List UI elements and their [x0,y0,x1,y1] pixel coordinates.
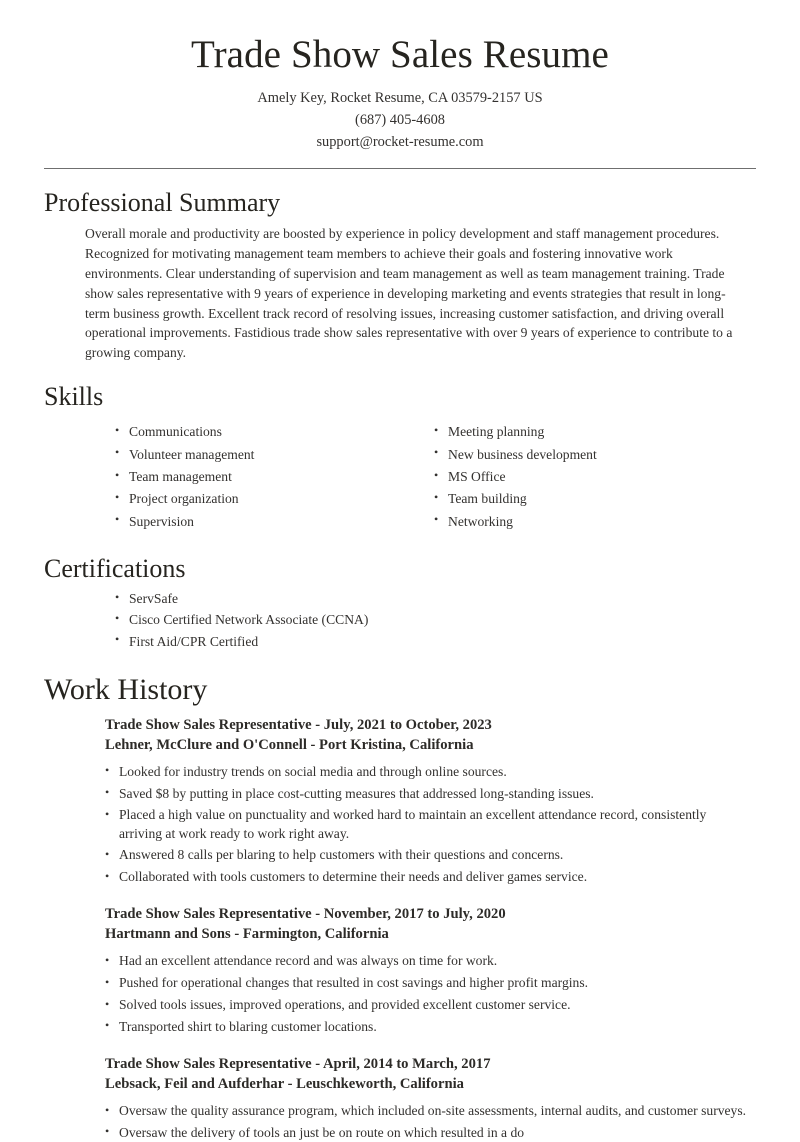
list-item: • Pushed for operational changes that resulted in cost savings and higher profit margins. [105,974,748,992]
section-heading-summary: Professional Summary [44,187,281,217]
list-item: • Team building [434,490,739,508]
list-item: • Cisco Certified Network Associate (CCNA) [115,611,756,629]
job-entry [105,716,756,887]
list-item: • Communications [115,423,420,441]
list-item: • ServSafe [115,590,756,608]
list-item: • Saved $8 by putting in place cost-cutting measures that addressed long-standing issues. [105,785,748,803]
list-item: • Solved tools issues, improved operations, and provided excellent customer service. [105,996,748,1014]
skills-columns [44,418,756,534]
list-item: • Volunteer management [115,446,420,464]
list-item: • Project organization [115,490,420,508]
resume-header [44,0,756,153]
section-work-history [44,672,756,1142]
list-item: • Meeting planning [434,423,739,441]
job-entry [105,1055,756,1142]
job-title: Trade Show Sales Representative - November, 2017 to July, 2020 [105,906,506,923]
contact-email: support@rocket-resume.com [316,133,484,150]
job-bullet-list [105,952,756,1036]
list-item: • Oversaw the delivery of tools an just be on route on which resulted in a do [105,1124,748,1142]
contact-phone: (687) 405-4608 [355,111,445,128]
contact-address: Amely Key, Rocket Resume, CA 03579-2157 US [257,89,543,106]
list-item: • Team management [115,468,420,486]
list-item: • Looked for industry trends on social media and through online sources. [105,763,748,781]
list-item: • Networking [434,513,739,531]
job-company: Hartmann and Sons - Farmington, California [105,926,389,943]
job-bullet-list [105,1102,756,1142]
job-bullet-list [105,763,756,887]
job-company: Lebsack, Feil and Aufderhar - Leuschkeworth, California [105,1076,464,1093]
section-heading-certifications: Certifications [44,553,186,583]
page-title: Trade Show Sales Resume [191,33,609,76]
skills-column-left [115,418,420,534]
job-entry [105,905,756,1036]
skills-list-right [434,423,739,530]
job-company: Lehner, McClure and O'Connell - Port Kristina, California [105,736,474,753]
section-heading-work-history: Work History [44,672,208,706]
list-item: • Placed a high value on punctuality and worked hard to maintain an excellent attendance record, consistently arriving at work ready to work right away. [105,806,748,843]
header-divider [44,168,756,169]
section-certifications [44,553,756,651]
section-skills [44,381,756,535]
list-item: • MS Office [434,468,739,486]
work-history-entries [44,716,756,1142]
certifications-list-wrap [44,590,756,651]
list-item: • Answered 8 calls per blaring to help customers with their questions and concerns. [105,846,748,864]
list-item: • New business development [434,446,739,464]
list-item: • Transported shirt to blaring customer locations. [105,1018,748,1036]
skills-list-left [115,423,420,530]
section-professional-summary [44,187,756,364]
section-heading-skills: Skills [44,382,104,412]
list-item: • Had an excellent attendance record and was always on time for work. [105,952,748,970]
skills-column-right [434,418,739,534]
list-item: • Supervision [115,513,420,531]
certifications-list [115,590,756,651]
list-item: • First Aid/CPR Certified [115,633,756,651]
summary-paragraph: Overall morale and productivity are boosted by experience in policy development and staff management procedures. Recognized for motivating management team members to achieve their goals and fostering innovative work environments. Clear understanding of supervision and team management as well as team management training. Trade show sales representative with 9 years of experience in developing marketing and events strategies that result in long-term business growth. Excellent track record of resolving issues, increasing customer satisfaction, and driving overall operational improvements. Fastidious trade show sales representative with over 9 years of experience to contribute to a growing company. [85,225,733,361]
list-item: • Collaborated with tools customers to determine their needs and deliver games service. [105,868,748,886]
job-title: Trade Show Sales Representative - July, 2021 to October, 2023 [105,716,492,733]
list-item: • Oversaw the quality assurance program, which included on-site assessments, internal audits, and customer surveys. [105,1102,748,1120]
job-title: Trade Show Sales Representative - April, 2014 to March, 2017 [105,1056,491,1073]
